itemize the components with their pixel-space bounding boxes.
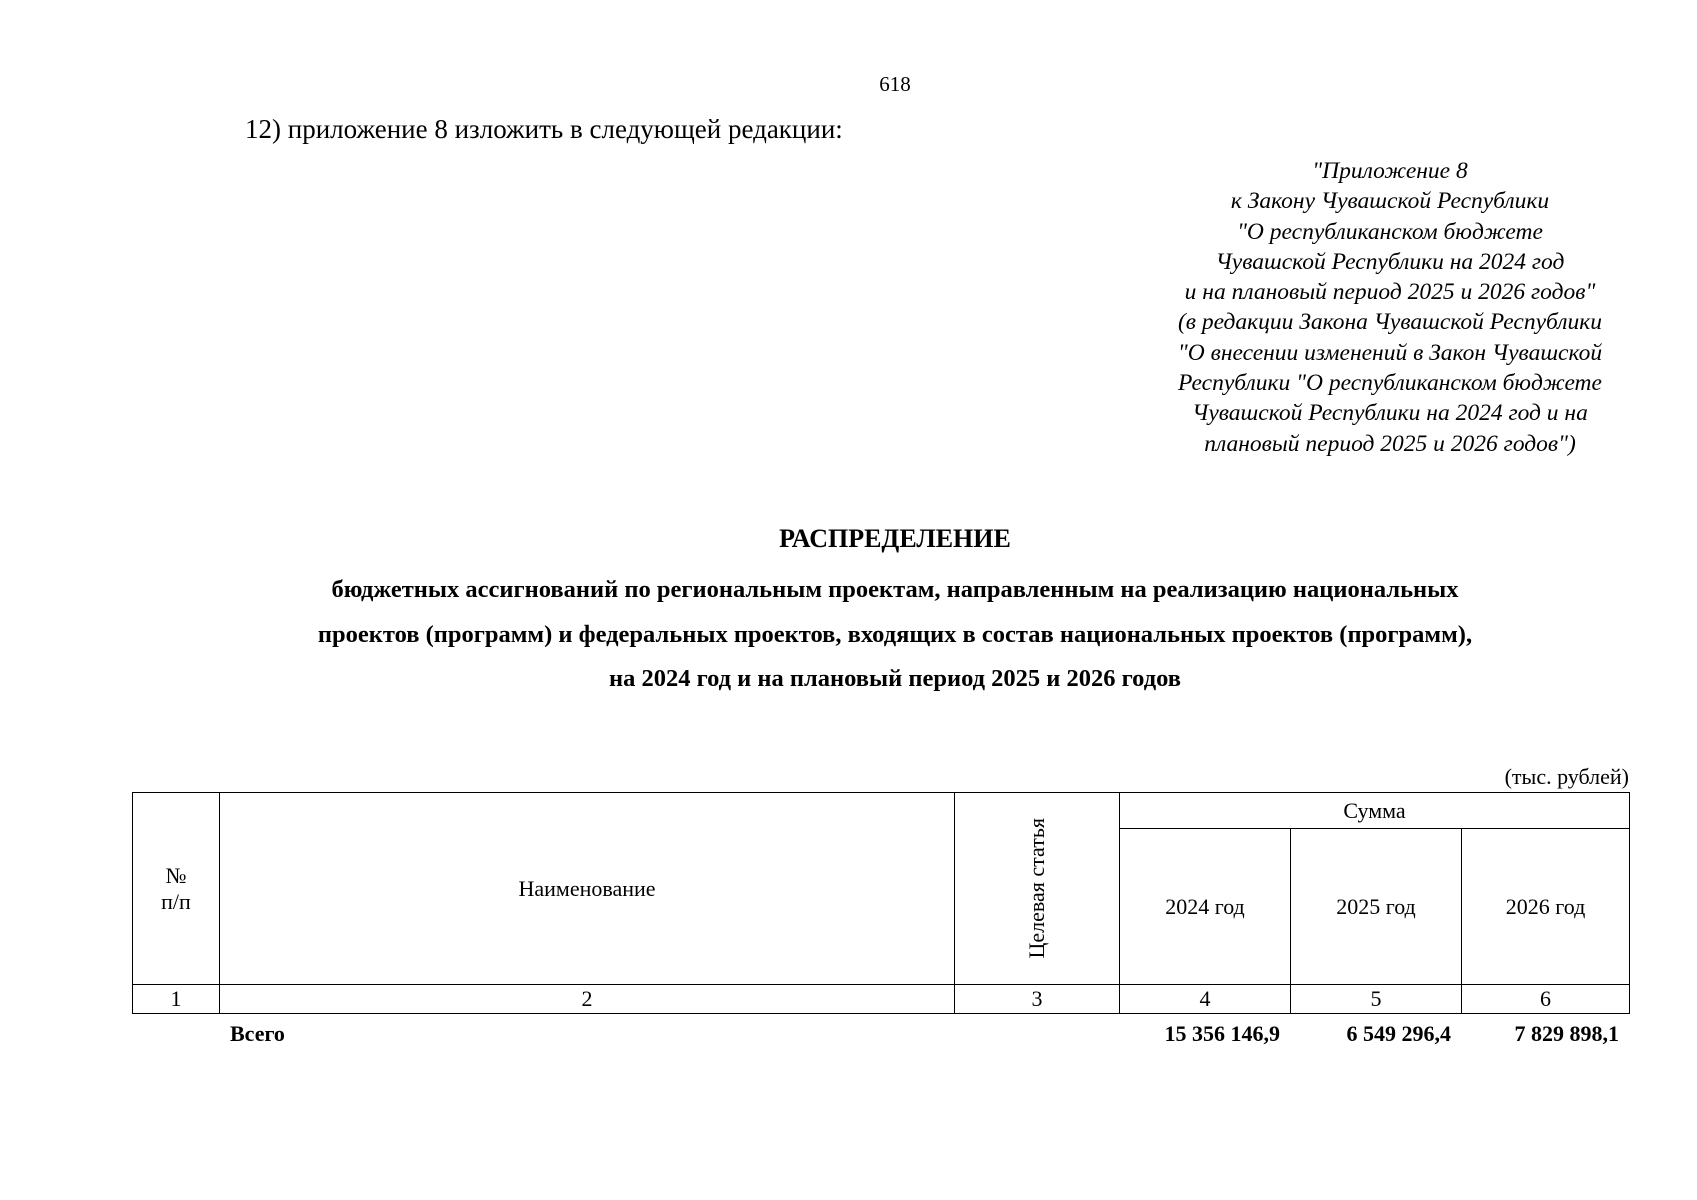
table-header-row [133, 793, 1630, 829]
appendix-note-line: плановый период 2025 и 2026 годов") [1204, 430, 1576, 457]
subtitle-line: бюджетных ассигнований по региональным проектам, направленным на реализацию национальных [331, 576, 1459, 603]
header-year-2024: 2024 год [1120, 829, 1291, 985]
subtitle-line: проектов (программ) и федеральных проектов, входящих в состав национальных проектов (программ), [317, 620, 1473, 648]
page-number: 618 [879, 72, 911, 96]
appendix-note-line: и на плановый период 2025 и 2026 годов" [1184, 279, 1596, 306]
total-label: Всего [230, 1021, 285, 1046]
document-title: РАСПРЕДЕЛЕНИЕ [779, 524, 1011, 553]
column-number: 3 [955, 985, 1120, 1014]
column-number: 2 [220, 985, 955, 1014]
total-2026: 7 829 898,1 [1514, 1021, 1620, 1046]
total-row [132, 1020, 1629, 1048]
header-name: Наименование [220, 793, 955, 985]
total-target-article [954, 1020, 1119, 1048]
header-year-2026: 2026 год [1462, 829, 1630, 985]
column-number: 1 [133, 985, 220, 1014]
appendix-note-line: Республики "О республиканском бюджете [1178, 370, 1602, 397]
header-sum: Сумма [1120, 793, 1630, 829]
column-number: 6 [1462, 985, 1630, 1014]
appendix-note-line: Чувашской Республики на 2024 год [1215, 248, 1565, 275]
budget-table [132, 792, 1630, 1014]
column-number: 4 [1120, 985, 1291, 1014]
column-number-row [133, 985, 1630, 1014]
header-target-article-label: Целевая статья [1024, 818, 1049, 959]
header-num: № п/п [133, 793, 220, 985]
total-2024: 15 356 146,9 [1164, 1021, 1281, 1046]
appendix-note-line: (в редакции Закона Чувашской Республики [1177, 309, 1603, 336]
appendix-note-line: "Приложение 8 [1312, 158, 1468, 184]
total-2025: 6 549 296,4 [1346, 1021, 1452, 1046]
intro-line: 12) приложение 8 изложить в следующей редакции: [245, 114, 843, 144]
appendix-note-line: Чувашской Республики на 2024 год и на [1192, 400, 1588, 427]
units-label: (тыс. рублей) [1504, 764, 1629, 789]
appendix-note [1100, 156, 1680, 459]
appendix-note-line: "О республиканском бюджете [1237, 218, 1543, 245]
header-year-2025: 2025 год [1291, 829, 1462, 985]
header-target-article [955, 793, 1120, 985]
column-number: 5 [1291, 985, 1462, 1014]
appendix-note-line: к Закону Чувашской Республики [1230, 188, 1550, 215]
subtitle-line: на 2024 год и на плановый период 2025 и 2026 годов [608, 665, 1181, 692]
document-subtitle [180, 568, 1610, 702]
appendix-note-line: "О внесении изменений в Закон Чувашской [1177, 339, 1603, 366]
totals-table [132, 1020, 1629, 1048]
